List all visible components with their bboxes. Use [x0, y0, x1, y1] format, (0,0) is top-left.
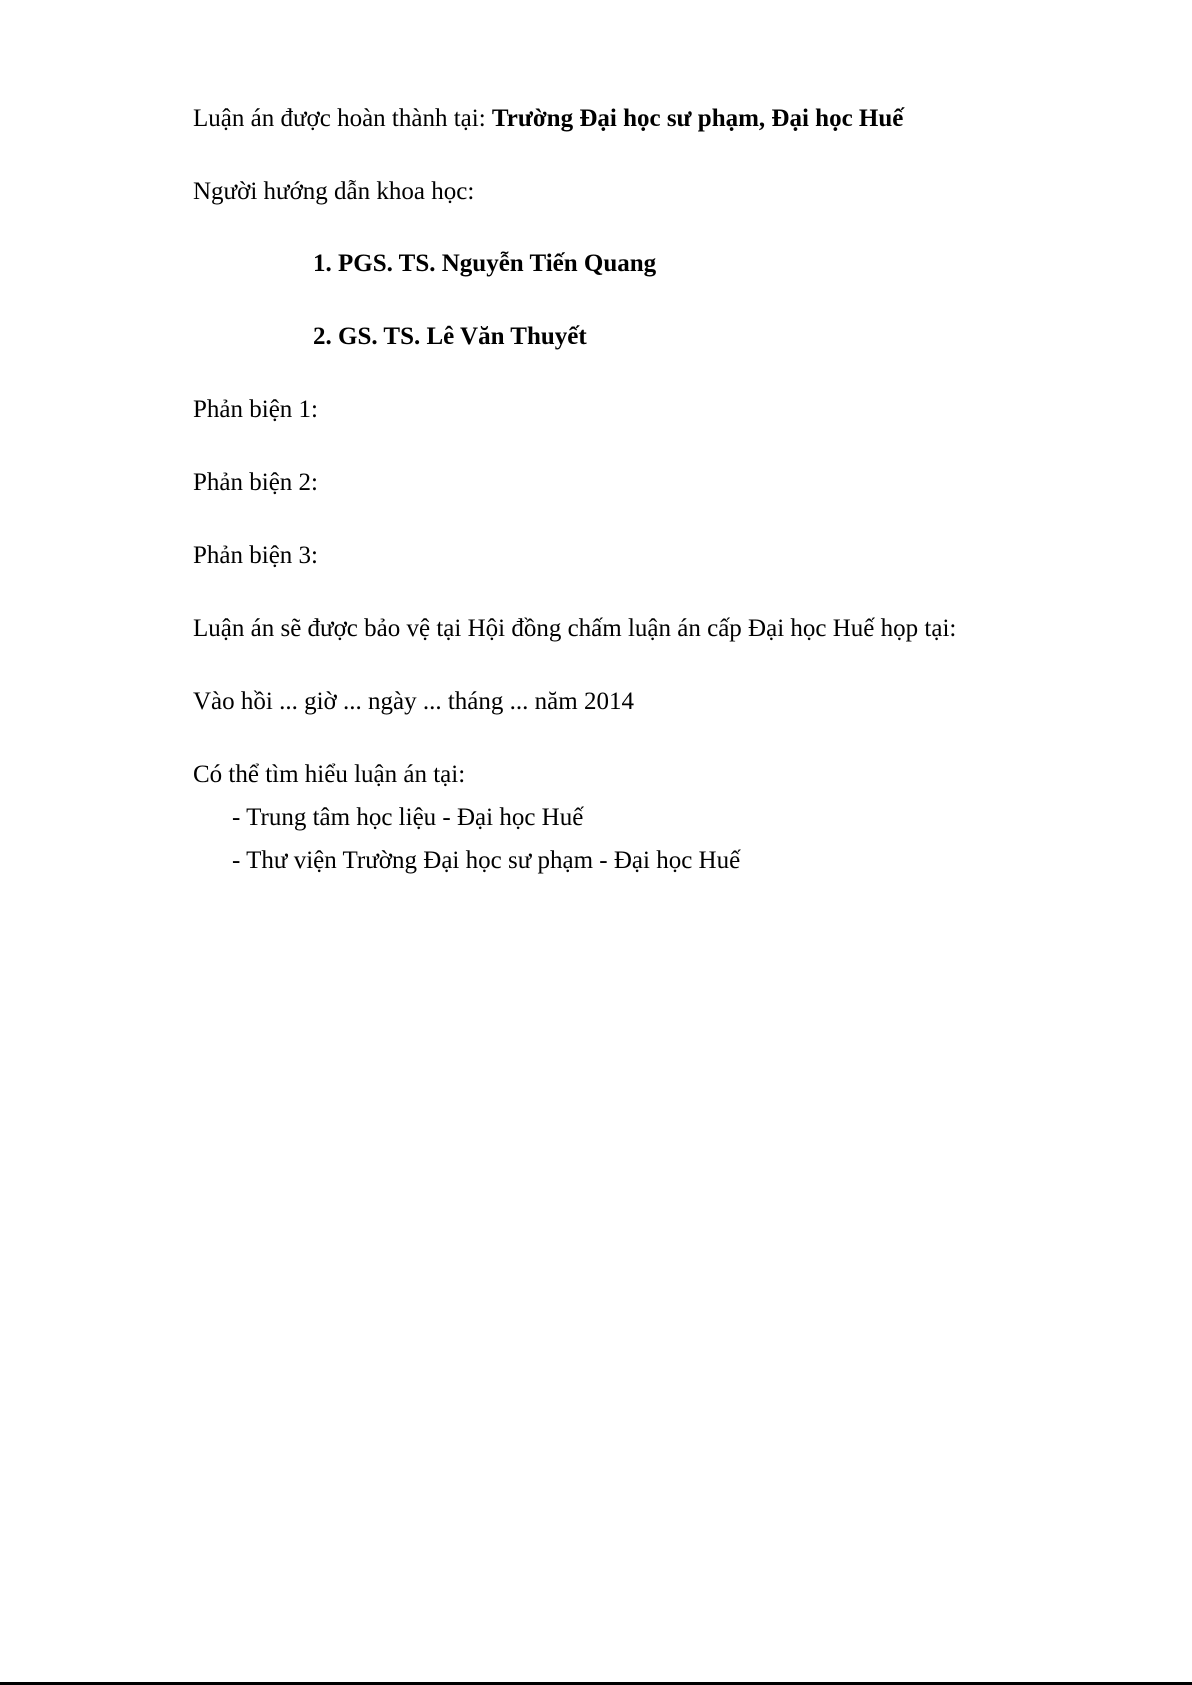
defense-time: Vào hồi ... giờ ... ngày ... tháng ... năm 2014: [193, 688, 634, 715]
reviewer-3: Phản biện 3:: [193, 542, 318, 569]
reviewer-1: Phản biện 1:: [193, 396, 318, 423]
availability-location-2: - Thư viện Trường Đại học sư phạm - Đại học Huế: [232, 847, 741, 874]
advisors-heading: Người hướng dẫn khoa học:: [193, 178, 475, 205]
completion-line: [193, 104, 903, 134]
availability-heading: Có thể tìm hiểu luận án tại:: [193, 761, 466, 788]
advisor-item-2: 2. GS. TS. Lê Văn Thuyết: [313, 323, 587, 350]
advisor-item-1: 1. PGS. TS. Nguyễn Tiến Quang: [313, 250, 657, 277]
completion-institution: Trường Đại học sư phạm, Đại học Huế: [491, 105, 904, 132]
reviewer-2: Phản biện 2:: [193, 469, 318, 496]
completion-label: Luận án được hoàn thành tại:: [193, 105, 492, 132]
defense-location: Luận án sẽ được bảo vệ tại Hội đồng chấm luận án cấp Đại học Huế họp tại:: [193, 615, 957, 642]
availability-location-1: - Trung tâm học liệu - Đại học Huế: [232, 804, 584, 831]
